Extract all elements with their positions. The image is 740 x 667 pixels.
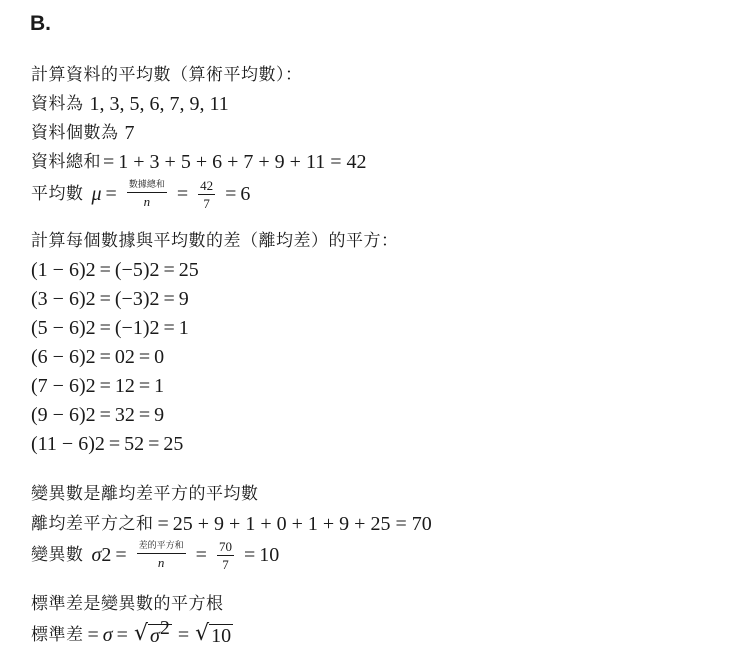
- data-values: 1, 3, 5, 6, 7, 9, 11: [89, 93, 229, 115]
- variance-symbol: σ: [91, 544, 102, 566]
- variance-value-fraction-denominator: 7: [222, 556, 229, 572]
- sd-radicand: 10: [211, 625, 232, 647]
- data-label: 資料為: [31, 94, 84, 114]
- sqrt-variance: √ $\sigma^2$: [133, 617, 170, 647]
- mean-label: 平均數: [31, 184, 84, 204]
- deviation-row: (3 − 6) 2 = (−3) 2 = 9: [31, 288, 189, 310]
- mean-fraction: [127, 181, 167, 208]
- count-value: 7: [124, 122, 135, 144]
- mean-result: 6: [240, 183, 251, 205]
- sum-expression: 1 + 3 + 5 + 6 + 7 + 9 + 11 = 42: [118, 151, 367, 173]
- deviation-row: (7 − 6) 2 = 1 2 = 1: [31, 375, 165, 397]
- mean-section-title: 計算資料的平均數（算術平均數）：: [31, 65, 303, 85]
- variance-fraction: [137, 542, 186, 569]
- sd-label: 標準差: [31, 625, 84, 645]
- deviation-section-title: 計算每個數據與平均數的差（離均差）的平方：: [31, 231, 399, 251]
- data-sum-line: 資料總和 = 1 + 3 + 5 + 6 + 7 + 9 + 11 = 42: [31, 151, 367, 173]
- squared-sum-line: 離均差平方之和 = 25 + 9 + 1 + 0 + 1 + 9 + 25 = 70: [31, 513, 432, 535]
- data-values-line: [31, 92, 229, 116]
- sd-formula-line: 標準差 = σ = √ $\sigma^2$ = √ 10: [31, 617, 232, 647]
- count-label: 資料個數為: [31, 123, 119, 143]
- variance-fraction-numerator: 差的平方和: [137, 542, 186, 554]
- variance-section-title: 變異數是離均差平方的平均數: [31, 484, 259, 504]
- sum-label: 資料總和: [31, 152, 101, 172]
- mean-symbol: μ: [91, 183, 102, 205]
- deviation-row: (9 − 6) 2 = 3 2 = 9: [31, 404, 165, 426]
- mean-value-fraction-denominator: 7: [203, 195, 210, 211]
- deviation-row: (5 − 6) 2 = (−1) 2 = 1: [31, 317, 189, 339]
- sd-section-title: 標準差是變異數的平方根: [31, 594, 224, 614]
- sd-symbol: σ: [102, 624, 113, 646]
- variance-result: 10: [259, 544, 280, 566]
- variance-formula-line: 變異數 σ 2 = $\frac{\text{差的平方和}}{n}$ = $\frac{70}{7}$ = 10: [31, 538, 280, 572]
- mean-fraction-denominator: n: [143, 193, 151, 209]
- variance-value-fraction-numerator: 70: [218, 538, 232, 554]
- variance-label: 變異數: [31, 545, 84, 565]
- deviation-row: (6 − 6) 2 = 0 2 = 0: [31, 346, 165, 368]
- deviation-row: (11 − 6) 2 = 5 2 = 25: [31, 433, 184, 455]
- squared-sum-label: 離均差平方之和: [31, 514, 154, 534]
- section-heading: B.: [30, 12, 51, 35]
- variance-value-fraction: [217, 540, 234, 571]
- deviation-row: (1 − 6) 2 = (−5) 2 = 25: [31, 259, 199, 281]
- sqrt-ten: √ 10: [195, 621, 232, 647]
- mean-fraction-numerator: 數據總和: [127, 181, 167, 193]
- variance-fraction-denominator: n: [157, 554, 165, 570]
- squared-sum-expression: 25 + 9 + 1 + 0 + 1 + 9 + 25 = 70: [172, 513, 432, 535]
- mean-value-fraction-numerator: 42: [200, 177, 214, 193]
- mean-formula-line: 平均數 μ = $\frac{\text{數據總和}}{n}$ = $\frac{42}{7}$ = 6: [31, 177, 251, 211]
- data-count-line: [31, 121, 135, 145]
- mean-value-fraction: [198, 179, 215, 210]
